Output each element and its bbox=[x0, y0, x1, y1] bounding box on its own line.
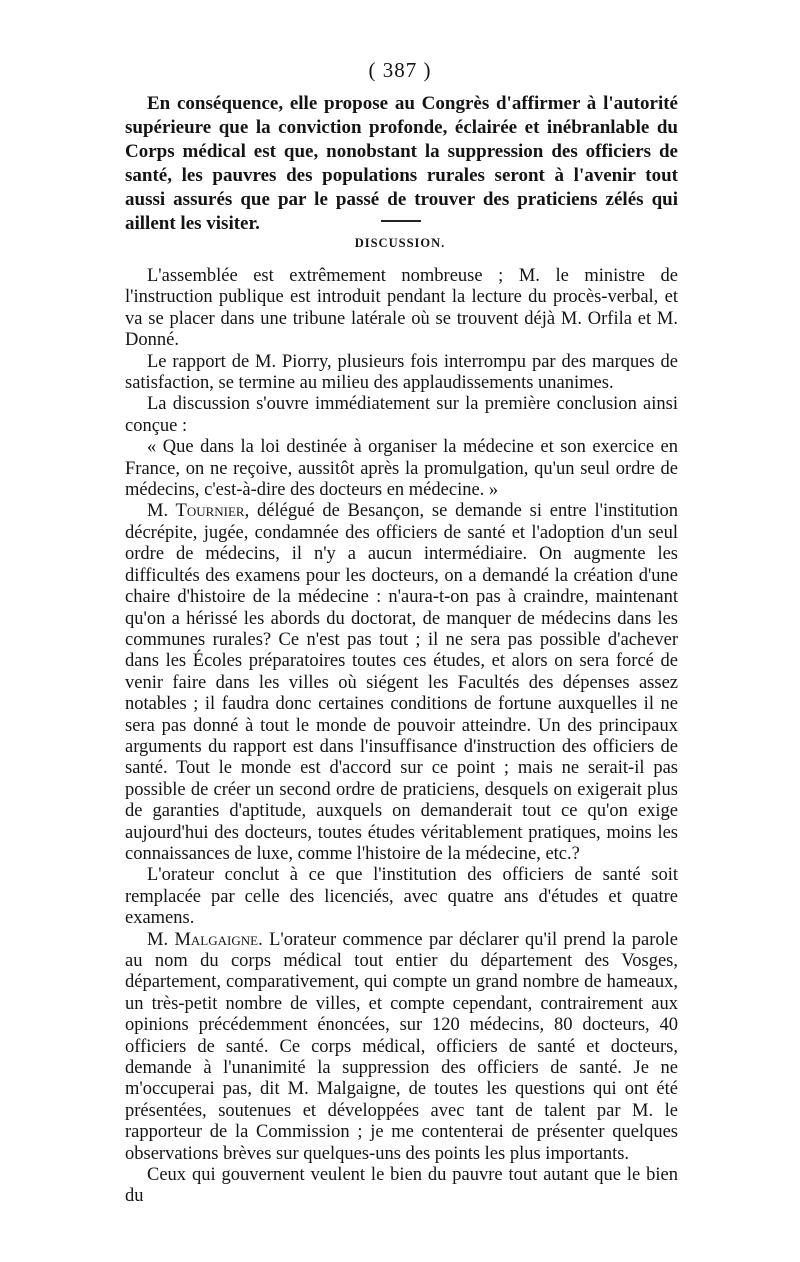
section-heading: DISCUSSION. bbox=[354, 236, 446, 250]
intro-paragraph bbox=[125, 92, 678, 236]
malgaigne-speech: L'orateur commence par déclarer qu'il prend la parole au nom du corps médical tout entier du département des Vosges, département, comparativement, qui compte un grand nombre de hameaux, un très-petit nombre de villes, et compte cependant, contrairement aux opinions précédemment énoncées, sur 120 médecins, 80 docteurs, 40 officiers de santé. Ce corps médical, officiers de santé et docteurs, demande à l'unanimité la suppression des officiers de santé. Je ne m'occuperai pas, dit M. Malgaigne, de toutes les questions qui ont été présentées, soutenues et développées avec tant de talent par M. le rapporteur de la Commission ; je me contenterai de présenter quelques observations brèves sur quelques-uns des points les plus importants. bbox=[125, 929, 678, 1164]
intro-text: En conséquence, elle propose au Congrès d'affirmer à l'autorité supérieure que la conviction profonde, éclairée et inébranlable du Corps médical est que, nonobstant la suppression des officiers de santé, les pauvres des populations rurales seront à l'avenir tout aussi assurés que par le passé de trouver des praticiens zélés qui aillent les visiter. bbox=[125, 93, 678, 234]
paragraph-quoted-conclusion: « Que dans la loi destinée à organiser la médecine et son exercice en France, on ne reçoive, aussitôt après la promulgation, qu'un seul ordre de médecins, c'est-à-dire des docteurs en médecine. » bbox=[125, 437, 678, 501]
paragraph-report: Le rapport de M. Piorry, plusieurs fois interrompu par des marques de satisfaction, se termine au milieu des applaudissements unanimes. bbox=[125, 351, 678, 394]
tournier-speech: délégué de Besançon, se demande si entre l'institution décrépite, jugée, condamnée des officiers de santé et l'adoption d'un seul ordre de médecins, il n'y a aucun intermédiaire. On augmente les difficultés des examens pour les docteurs, on a demandé la création d'une chaire d'histoire de la médecine : n'aura-t-on pas à craindre, maintenant qu'on a hérissé les abords du doctorat, de manquer de médecins dans les communes rurales? Ce n'est pas tout ; il ne sera pas possible d'achever dans les Écoles préparatoires toutes ces études, et alors on sera forcé de venir faire dans les villes où siégent les Facultés des dépenses assez notables ; il faudra donc certaines conditions de fortune auxquelles il ne sera pas donné à tout le monde de pouvoir atteindre. Un des principaux arguments du rapport est dans l'insuffisance d'instruction des officiers de santé. Tout le monde est d'accord sur ce point ; mais ne serait-il pas possible de créer un second ordre de praticiens, desquels on exigerait plus de garanties d'aptitude, auxquels on demanderait tout ce qu'on exige aujourd'hui des docteurs, toutes études véritablement pratiques, moins les connaissances de luxe, comme l'histoire de la médecine, etc.? bbox=[125, 501, 678, 864]
paragraph-orator-concludes: L'orateur conclut à ce que l'institution des officiers de santé soit remplacée par celle des licenciés, avec quatre ans d'études et quatre examens. bbox=[125, 865, 678, 929]
paragraph-assembly: L'assemblée est extrêmement nombreuse ; M. le ministre de l'instruction publique est introduit pendant la lecture du procès-verbal, et va se placer dans une tribune latérale où se trouvent déjà M. Orfila et M. Donné. bbox=[125, 266, 678, 351]
paragraph-tournier bbox=[125, 501, 678, 865]
discussion-body bbox=[125, 266, 678, 1208]
section-divider bbox=[381, 220, 421, 222]
paragraph-final: Ceux qui gouvernent veulent le bien du pauvre tout autant que le bien du bbox=[125, 1165, 678, 1207]
page-number: ( 387 ) bbox=[368, 58, 432, 82]
paragraph-malgaigne bbox=[125, 930, 678, 1165]
paragraph-discussion-opens: La discussion s'ouvre immédiatement sur la première conclusion ainsi conçue : bbox=[125, 394, 678, 436]
speaker-tournier: M. Tournier, bbox=[147, 501, 250, 522]
speaker-malgaigne: M. Malgaigne. bbox=[147, 929, 263, 950]
